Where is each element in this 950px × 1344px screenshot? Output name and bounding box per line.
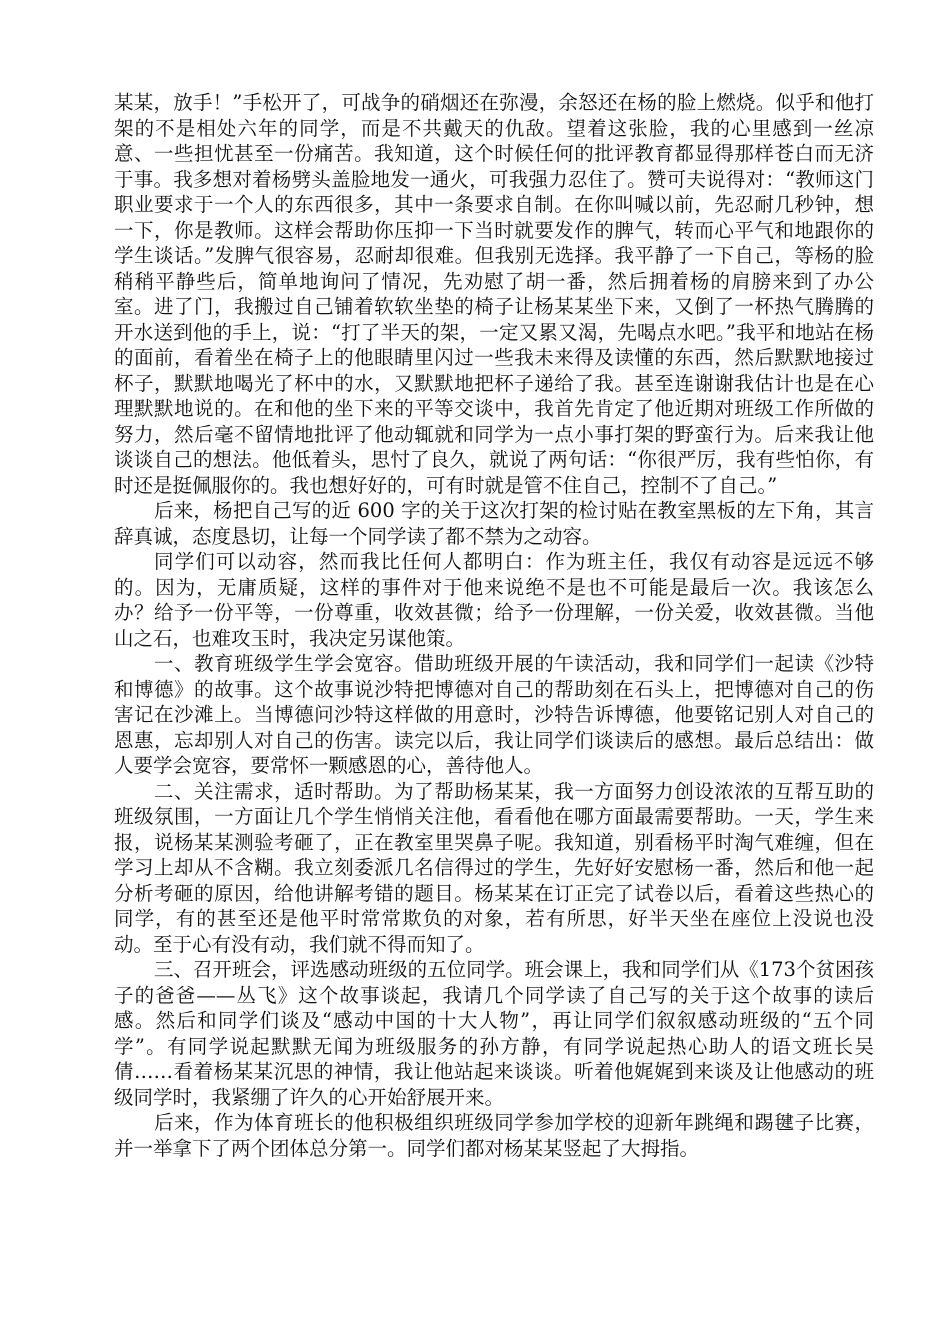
paragraph-7: 后来，作为体育班长的他积极组织班级同学参加学校的迎新年跳绳和踢毽子比赛，并一举拿下了两个团体总分第一。同学们都对杨某某竖起了大拇指。 xyxy=(114,1111,874,1160)
paragraph-3: 同学们可以动容，然而我比任何人都明白：作为班主任，我仅有动容是远远不够的。因为，无庸质疑，这样的事件对于他来说绝不是也不可能是最后一次。我该怎么办？给予一份平等，一份尊重，收效甚微；给予一份理解，一份关爱，收效甚微。当他山之石，也难攻玉时，我决定另谋他策。 xyxy=(114,550,874,650)
paragraph-6: 三、召开班会，评选感动班级的五位同学。班会课上，我和同学们从《173个贫困孩子的爸爸——丛飞》这个故事谈起，我请几个同学读了自己写的关于这个故事的读后感。然后和同学们谈及“感动中国的十大人物”，再让同学们叙叙感动班级的“五个同学”。有同学说起默默无闻为班级服务的孙方静，有同学说起热心助人的语文班长吴倩……看着杨某某沉思的神情，我让他站起来谈谈。听着他娓娓到来谈及让他感动的班级同学时，我紧绷了许久的心开始舒展开来。 xyxy=(114,958,874,1109)
document-page xyxy=(114,90,874,1161)
paragraph-4: 一、教育班级学生学会宽容。借助班级开展的午读活动，我和同学们一起读《沙特和博德》的故事。这个故事说沙特把博德对自己的帮助刻在石头上，把博德对自己的伤害记在沙滩上。当博德问沙特这样做的用意时，沙特告诉博德，他要铭记别人对自己的恩惠，忘却别人对自己的伤害。读完以后，我让同学们谈读后的感想。最后总结出：做人要学会宽容，要常怀一颗感恩的心，善待他人。 xyxy=(114,652,874,777)
paragraph-5: 二、关注需求，适时帮助。为了帮助杨某某，我一方面努力创设浓浓的互帮互助的班级氛围，一方面让几个学生悄悄关注他，看看他在哪方面最需要帮助。一天，学生来报，说杨某某测验考砸了，正在教室里哭鼻子呢。我知道，别看杨平时淘气难缠，但在学习上却从不含糊。我立刻委派几名信得过的学生，先好好安慰杨一番，然后和他一起分析考砸的原因，给他讲解考错的题目。杨某某在订正完了试卷以后，看着这些热心的同学，有的甚至还是他平时常常欺负的对象，若有所思，好半天坐在座位上没说也没动。至于心有没有动，我们就不得而知了。 xyxy=(114,779,874,956)
paragraph-1: 某某，放手！”手松开了，可战争的硝烟还在弥漫，余怒还在杨的脸上燃烧。似乎和他打架的不是相处六年的同学，而是不共戴天的仇敌。望着这张脸，我的心里感到一丝凉意、一些担忧甚至一份痛苦。我知道，这个时候任何的批评教育都显得那样苍白而无济于事。我多想对着杨劈头盖脸地发一通火，可我强力忍住了。赞可夫说得对：“教师这门职业要求于一个人的东西很多，其中一条要求自制。在你叫喊以前，先忍耐几秒钟，想一下，你是教师。这样会帮助你压抑一下当时就要发作的脾气，转而心平气和地跟你的学生谈话。”发脾气很容易，忍耐却很难。但我别无选择。我平静了一下自己，等杨的脸稍稍平静些后，简单地询问了情况，先劝慰了胡一番，然后拥着杨的肩膀来到了办公室。进了门，我搬过自己铺着软软坐垫的椅子让杨某某坐下来，又倒了一杯热气腾腾的开水送到他的手上，说：“打了半天的架，一定又累又渴，先喝点水吧。”我平和地站在杨的面前，看着坐在椅子上的他眼睛里闪过一些我未来得及读懂的东西，然后默默地接过杯子，默默地喝光了杯中的水，又默默地把杯子递给了我。甚至连谢谢我估计也是在心理默默地说的。在和他的坐下来的平等交谈中，我首先肯定了他近期对班级工作所做的努力，然后毫不留情地批评了他动辄就和同学为一点小事打架的野蛮行为。后来我让他谈谈自己的想法。他低着头，思忖了良久，就说了两句话：“你很严厉，我有些怕你，有时还是挺佩服你的。我也想好好的，可有时就是管不住自己，控制不了自己。” xyxy=(114,91,874,497)
paragraph-2: 后来，杨把自己写的近 600 字的关于这次打架的检讨贴在教室黑板的左下角，其言辞真诚，态度恳切，让每一个同学读了都不禁为之动容。 xyxy=(114,499,874,548)
